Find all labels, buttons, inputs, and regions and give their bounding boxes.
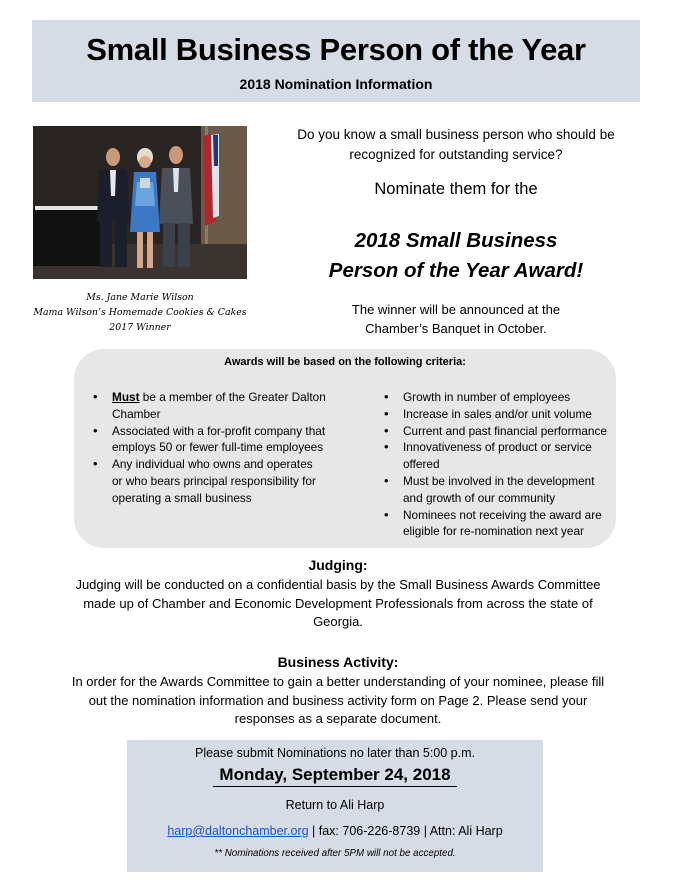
photo-caption xyxy=(20,290,260,335)
caption-business: Mama Wilson’s Homemade Cookies & Cakes xyxy=(33,307,247,318)
contact-line xyxy=(127,824,543,838)
criteria-emphasis: Must xyxy=(112,390,140,404)
page-title: Small Business Person of the Year xyxy=(86,32,586,67)
judging-heading: Judging: xyxy=(308,557,368,573)
intro-question: Do you know a small business person who should be recognized for outstanding service? xyxy=(297,127,615,162)
business-activity-heading: Business Activity: xyxy=(277,654,399,670)
contact-details: | fax: 706-226-8739 | Attn: Ali Harp xyxy=(308,824,503,838)
criteria-item: • Associated with a for-profit company that employs 50 or fewer full-time employees xyxy=(90,423,326,457)
caption-year: 2017 Winner xyxy=(109,322,171,333)
judging-body: Judging will be conducted on a confidential basis by the Small Business Awards Committee made up of Chamber and Economic Development Professionals from across the state of Georgia. xyxy=(75,577,601,629)
return-to: Return to Ali Harp xyxy=(285,798,385,812)
submission-instruction: Please submit Nominations no later than 5:00 p.m. xyxy=(194,746,475,760)
award-title-line1: 2018 Small Business xyxy=(354,229,558,252)
award-title xyxy=(280,226,632,286)
header-banner xyxy=(32,20,640,102)
criteria-left-list xyxy=(90,389,326,507)
criteria-panel xyxy=(74,349,616,548)
award-title-line2: Person of the Year Award! xyxy=(328,259,584,282)
criteria-item: • Must be a member of the Greater Dalton Chamber xyxy=(90,389,326,423)
criteria-right-list xyxy=(381,389,617,540)
nominate-text: Nominate them for the xyxy=(374,180,538,198)
criteria-item: • Must be involved in the development and growth of our community xyxy=(381,473,617,507)
submission-box xyxy=(127,740,543,872)
criteria-item: • Innovativeness of product or service offered xyxy=(381,439,617,473)
criteria-item: • Increase in sales and/or unit volume xyxy=(381,406,617,423)
criteria-title: Awards will be based on the following criteria: xyxy=(224,356,466,368)
winner-line2: Chamber’s Banquet in October. xyxy=(365,321,547,336)
winner-photo-illustration xyxy=(33,126,247,279)
criteria-item: • Growth in number of employees xyxy=(381,389,617,406)
business-activity-body: In order for the Awards Committee to gain a better understanding of your nominee, please fill out the nomination information and business activity form on Page 2. Please send your responses as a separate document. xyxy=(71,674,605,726)
caption-name: Ms. Jane Marie Wilson xyxy=(86,292,194,303)
email-link[interactable]: harp@daltonchamber.org xyxy=(167,824,309,838)
winner-line1: The winner will be announced at the xyxy=(351,302,561,317)
submission-deadline: Monday, September 24, 2018 xyxy=(213,765,456,787)
criteria-item: • Current and past financial performance xyxy=(381,423,617,440)
page-subtitle: 2018 Nomination Information xyxy=(239,76,433,92)
criteria-item: • Nominees not receiving the award are eligible for re-nomination next year xyxy=(381,507,617,541)
late-submission-note: ** Nominations received after 5PM will not be accepted. xyxy=(214,848,456,859)
winner-photo xyxy=(33,126,247,279)
criteria-item: • Any individual who owns and operates or who bears principal responsibility for operating a small business xyxy=(90,456,326,506)
winner-announcement xyxy=(280,300,632,338)
